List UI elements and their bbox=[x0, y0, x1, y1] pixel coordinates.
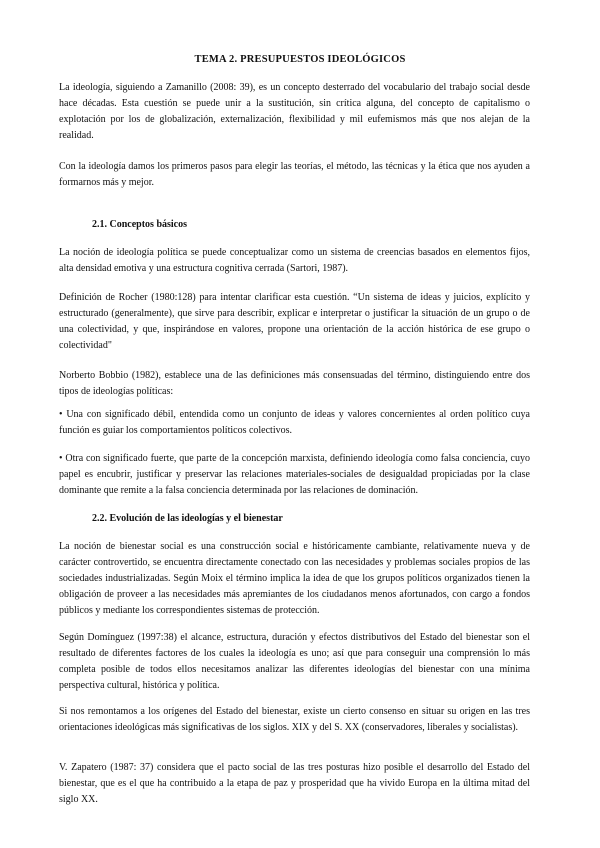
bullet-strong-meaning: • Otra con significado fuerte, que parte de la concepción marxista, definiendo ideología como falsa conciencia, cuyo papel es encubrir, justificar y preservar las relaciones materiales-sociales de desigualdad propiciadas por la clase dominante que remite a la falsa conciencia determinada por las relaciones de dominación. bbox=[59, 453, 530, 496]
intro-paragraph-2: Con la ideología damos los primeros pasos para elegir las teorías, el método, las técnicas y la ética que nos ayuden a formarnos más y mejor. bbox=[59, 161, 530, 188]
section-2-heading: 2.2. Evolución de las ideologías y el bienestar bbox=[92, 513, 283, 524]
document-title: TEMA 2. PRESUPUESTOS IDEOLÓGICOS bbox=[194, 54, 406, 65]
bullet-weak-meaning: • Una con significado débil, entendida como un conjunto de ideas y valores concernientes al orden político cuya función es guiar los comportamientos políticos colectivos. bbox=[59, 409, 530, 436]
intro-paragraph-1: La ideología, siguiendo a Zamanillo (2008: 39), es un concepto desterrado del vocabulario del trabajo social desde hace décadas. Esta cuestión se puede unir a la sustitución, sin crítica alguna, del concepto de capitalismo o explotación por los de globalización, externalización, flexibilidad y mil eufemismos más que nos alejan de la realidad. bbox=[59, 82, 530, 141]
section-2-paragraph-1: La noción de bienestar social es una construcción social e históricamente cambiante, relativamente nueva y de carácter controvertido, se encuentra directamente conectado con las necesidades y problemas sociales propios de las sociedades industrializadas. Según Moix el término implica la idea de que los grupos políticos organizados tienen la obligación de proveer a las necesidades más apremiantes de los ciudadanos menos afortunados, con cargo a fondos públicos y mediante los correspondientes sistemas de protección. bbox=[59, 541, 530, 616]
section-1-paragraph-3: Norberto Bobbio (1982), establece una de las definiciones más consensuadas del término, distinguiendo entre dos tipos de ideologías políticas: bbox=[59, 370, 530, 397]
section-2-paragraph-2: Según Domínguez (1997:38) el alcance, estructura, duración y efectos distributivos del Estado del bienestar son el resultado de diferentes factores de los cuales la ideología es uno; así que para conseguir una comprensión lo más completa posible de todos ellos necesitamos analizar las diferentes ideologías del bienestar con una mínima perspectiva cultural, histórica y política. bbox=[59, 632, 530, 691]
section-1-heading: 2.1. Conceptos básicos bbox=[92, 219, 188, 230]
section-2-paragraph-3: Si nos remontamos a los orígenes del Estado del bienestar, existe un cierto consenso en situar su origen en las tres orientaciones ideológicas más significativas de los siglos. XIX y del S. XX (conservadores, liberales y socialistas). bbox=[59, 706, 530, 733]
section-1-paragraph-1: La noción de ideología política se puede conceptualizar como un sistema de creencias basados en elementos fijos, alta densidad emotiva y una estructura cognitiva cerrada (Sartori, 1987). bbox=[59, 247, 530, 274]
section-1-paragraph-2: Definición de Rocher (1980:128) para intentar clarificar esta cuestión. “Un sistema de ideas y juicios, explícito y estructurado (generalmente), que sirve para describir, explicar e interpretar o justificar la situación de un grupo o de una colectividad, y que, inspirándose en valores, propone una orientación de la acción histórica de ese grupo o colectividad" bbox=[59, 292, 530, 351]
section-2-paragraph-4: V. Zapatero (1987: 37) considera que el pacto social de las tres posturas hizo posible el desarrollo del Estado del bienestar, que es el que ha contribuido a la etapa de paz y prosperidad que ha vivido Europa en la última mitad del siglo XX. bbox=[59, 762, 530, 805]
